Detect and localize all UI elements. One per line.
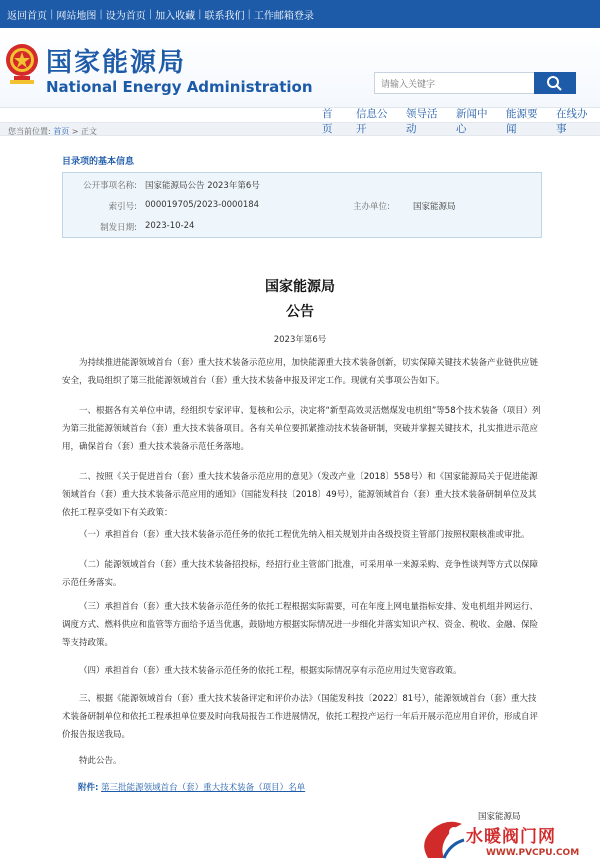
info-value-unit: 国家能源局 <box>413 202 456 212</box>
info-value-date: 2023-10-24 <box>145 221 195 231</box>
national-emblem-icon <box>4 38 40 88</box>
doc-paragraph-intro: 为持续推进能源领域首台（套）重大技术装备示范应用，加快能源重大技术装备创新，切实保障关键技术装备产业链供应链安全，我局组织了第三批能源领域首台（套）重大技术装备申报及评定工作。现就有关事项公告如下。 <box>62 358 539 386</box>
doc-paragraph-2-2: （二）能源领域首台（套）重大技术装备招投标，经招行业主管部门批准，可采用单一来源采购、竞争性谈判等方式以保障示范任务落实。 <box>62 560 539 588</box>
doc-signature-org: 国家能源局 <box>478 812 521 822</box>
doc-paragraph-closing: 特此公告。 <box>79 756 122 766</box>
nav-online-service[interactable]: 在线办事 <box>556 108 588 135</box>
nav-info-disclosure[interactable]: 信息公开 <box>356 108 388 135</box>
attachment-label: 附件: <box>78 783 99 793</box>
info-value-index: 000019705/2023-0000184 <box>145 200 260 210</box>
search-button[interactable] <box>534 72 576 94</box>
nav-news-center[interactable]: 新闻中心 <box>456 108 488 135</box>
nav-energy-news[interactable]: 能源要闻 <box>506 108 538 135</box>
info-section-title: 目录项的基本信息 <box>62 157 135 167</box>
doc-paragraph-1: 一、根据各有关单位申请，经组织专家评审、复核和公示，决定将“新型高效灵活燃煤发电机组”等58个技术装备（项目）列为第三批能源领域首台（套）重大技术装备项目。各有关单位要抓紧推动技术装备研制，突破并掌握关键技术，扎实推进示范应用，确保首台（套）重大技术装备示范任务落地。 <box>62 406 541 452</box>
main-nav <box>316 106 600 136</box>
attachment-link[interactable]: 第三批能源领域首台（套）重大技术装备（项目）名单 <box>101 783 306 793</box>
top-utility-bar: 返回首页 | 网站地图 | 设为首页 | 加入收藏 | 联系我们 | 工作邮箱登录 <box>0 0 600 28</box>
link-sitemap[interactable]: 网站地图 <box>56 10 97 22</box>
link-set-homepage[interactable]: 设为首页 <box>105 10 146 22</box>
doc-paragraph-3: 三、根据《能源领域首台（套）重大技术装备评定和评价办法》（国能发科技〔2022〕81号），能源领域首台（套）重大技术装备研制单位和依托工程承担单位要及时向我局报告工作进展情况，依托工程投产运行一年后开展示范应用自评价，形成自评价报告报送我局。 <box>62 694 539 740</box>
info-label-date: 制发日期: <box>100 223 137 233</box>
link-mail-login[interactable]: 工作邮箱登录 <box>253 10 314 22</box>
doc-issuing-org: 国家能源局 <box>265 279 335 295</box>
info-row-date <box>63 221 541 241</box>
doc-paragraph-2-4: （四）承担首台（套）重大技术装备示范任务的依托工程，根据实际情况享有示范应用过失宽容政策。 <box>79 666 462 676</box>
link-home[interactable]: 返回首页 <box>7 10 47 22</box>
info-row-name <box>63 179 541 199</box>
breadcrumb-prefix: 您当前位置: <box>8 127 51 136</box>
doc-paragraph-2: 二、按照《关于促进首台（套）重大技术装备示范应用的意见》（发改产业〔2018〕558号）和《国家能源局关于促进能源领域首台（套）重大技术装备示范应用的通知》（国能发科技〔2018〕49号），能源领域首台（套）重大技术装备研制单位及其依托工程享受如下有关政策： <box>62 472 538 518</box>
info-row-index <box>63 200 541 220</box>
link-add-favorite[interactable]: 加入收藏 <box>155 10 196 22</box>
nav-leader-activities[interactable]: 领导活动 <box>406 108 438 135</box>
doc-paragraph-2-1: （一）承担首台（套）重大技术装备示范任务的依托工程优先纳入相关规划并由各级投资主管部门按照权限核准或审批。 <box>79 530 530 540</box>
info-panel <box>62 172 542 238</box>
site-title-cn[interactable]: 国家能源局 <box>46 48 187 78</box>
info-label-index: 索引号: <box>108 202 137 212</box>
doc-paragraph-2-3: （三）承担首台（套）重大技术装备示范任务的依托工程根据实际需要，可在年度上网电量指标安排、发电机组并网运行、调度方式、燃料供应和监管等方面给予适当优惠，鼓励地方根据实际情况进一步细化并落实知识产权、资金、税收、金融、保险等支持政策。 <box>62 602 539 648</box>
nav-home[interactable]: 首 页 <box>322 108 333 135</box>
link-contact[interactable]: 联系我们 <box>204 10 245 22</box>
info-label-unit: 主办单位: <box>353 202 390 212</box>
breadcrumb-home[interactable]: 首页 <box>53 127 70 136</box>
attachment-line <box>78 781 305 793</box>
search-icon <box>534 72 576 94</box>
doc-title: 公告 <box>286 304 314 320</box>
breadcrumb-separator: > <box>71 127 79 136</box>
breadcrumb-current: 正文 <box>81 127 98 136</box>
search-input[interactable]: 请输入关键字 <box>374 72 536 94</box>
info-label-name: 公开事项名称: <box>83 181 137 191</box>
watermark-url: WWW.PVCPU.COM <box>486 848 580 858</box>
info-value-name: 国家能源局公告 2023年第6号 <box>145 181 260 191</box>
doc-number: 2023年第6号 <box>273 335 327 345</box>
site-title-en[interactable]: National Energy Administration <box>46 78 313 96</box>
watermark-text: 水暖阀门网 <box>466 827 556 847</box>
